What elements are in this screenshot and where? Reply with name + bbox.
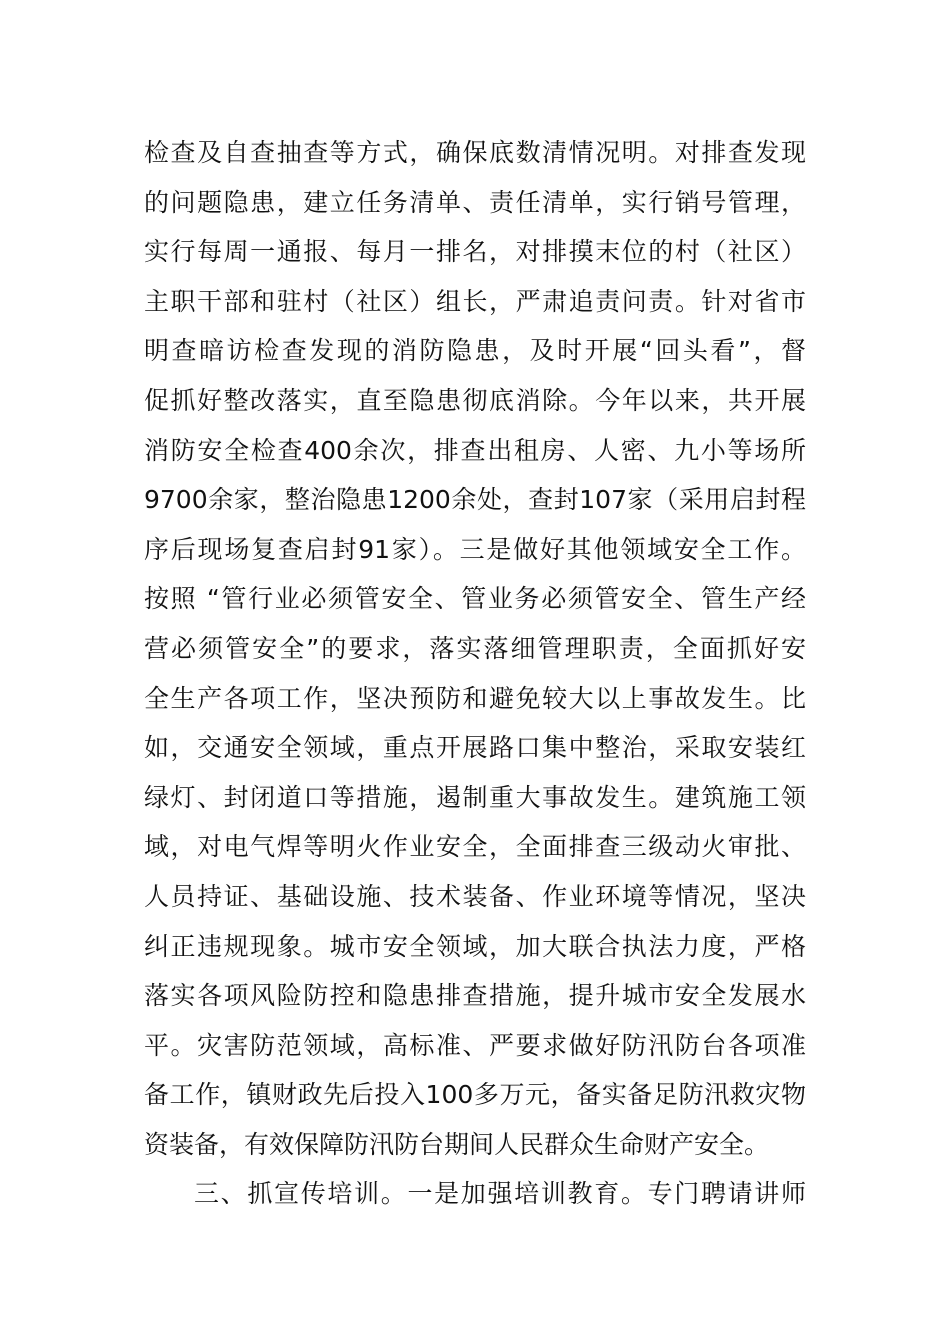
text-line: 平。灾害防范领域，高标准、严要求做好防汛防台各项准 xyxy=(144,1030,806,1060)
text-line: 检查及自查抽查等方式，确保底数清情况明。对排查发现 xyxy=(144,138,806,167)
text-line: 备工作，镇财政先后投入100多万元，备实备足防汛救灾物 xyxy=(144,1080,806,1110)
text-line: 主职干部和驻村（社区）组长，严肃追责问责。针对省市 xyxy=(144,286,806,316)
section-heading-line: 三、抓宣传培训。一是加强培训教育。专门聘请讲师 xyxy=(194,1179,806,1209)
text-line: 域，对电气焊等明火作业安全，全面排查三级动火审批、 xyxy=(144,832,806,862)
text-line: 按照 “管行业必须管安全、管业务必须管安全、管生产经 xyxy=(144,584,806,614)
text-line: 促抓好整改落实，直至隐患彻底消除。今年以来，共开展 xyxy=(144,385,806,415)
text-line: 营必须管安全”的要求，落实落细管理职责，全面抓好安 xyxy=(144,633,806,663)
text-line: 资装备，有效保障防汛防台期间人民群众生命财产安全。 xyxy=(144,1129,770,1159)
text-line: 明查暗访检查发现的消防隐患，及时开展“回头看”，督 xyxy=(144,336,806,366)
text-line: 如，交通安全领域，重点开展路口集中整治，采取安装红 xyxy=(144,733,806,763)
text-line: 的问题隐患，建立任务清单、责任清单，实行销号管理， xyxy=(144,187,806,217)
text-line: 人员持证、基础设施、技术装备、作业环境等情况，坚决 xyxy=(144,881,806,911)
text-line: 实行每周一通报、每月一排名，对排摸末位的村（社区） xyxy=(144,237,806,267)
text-line: 9700余家，整治隐患1200余处，查封107家（采用启封程 xyxy=(144,485,806,515)
text-line: 落实各项风险防控和隐患排查措施，提升城市安全发展水 xyxy=(144,981,806,1011)
body-text xyxy=(144,128,806,1219)
text-line: 序后现场复查启封91家）。三是做好其他领域安全工作。 xyxy=(144,534,806,564)
text-line: 纠正违规现象。城市安全领域，加大联合执法力度，严格 xyxy=(144,931,806,961)
text-line: 消防安全检查400余次，排查出租房、人密、九小等场所 xyxy=(144,435,806,465)
text-line: 全生产各项工作，坚决预防和避免较大以上事故发生。比 xyxy=(144,683,806,713)
text-line: 绿灯、封闭道口等措施，遏制重大事故发生。建筑施工领 xyxy=(144,782,806,812)
